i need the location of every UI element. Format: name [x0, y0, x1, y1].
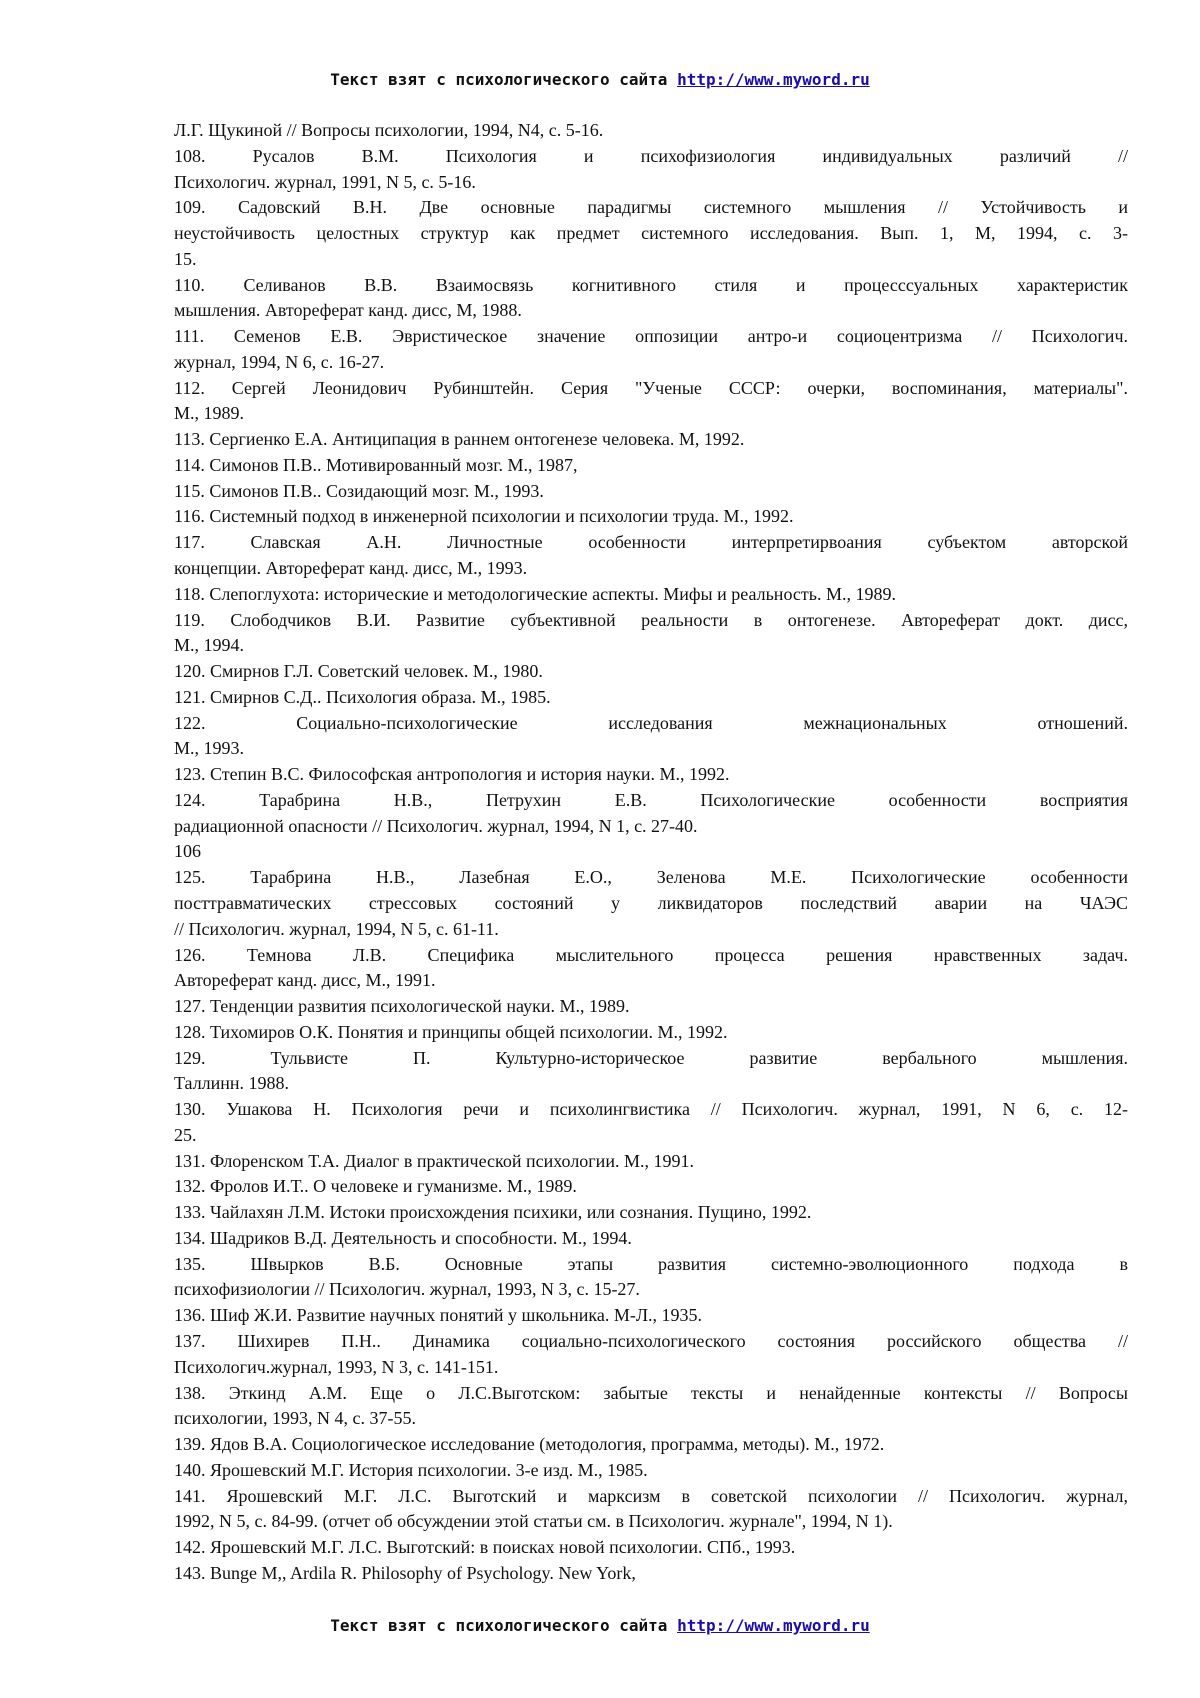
text-line: 134. Шадриков В.Д. Деятельность и способности. М., 1994.: [174, 1227, 632, 1248]
text-line: 124. Тарабрина Н.В., Петрухин Е.В. Психологические особенности восприятия: [174, 789, 1128, 810]
text-line: Л.Г. Щукиной // Вопросы психологии, 1994, N4, с. 5-16.: [174, 120, 604, 140]
text-line: М., 1989.: [174, 403, 245, 424]
text-line: 121. Смирнов С.Д.. Психология образа. М., 1985.: [174, 686, 551, 707]
page-footer: [0, 1616, 1200, 1636]
text-line: мышления. Автореферат канд. дисс, М, 1988.: [174, 300, 522, 321]
text-line: 119. Слободчиков В.И. Развитие субъективной реальности в онтогенезе. Автореферат докт. дисс,: [174, 609, 1128, 630]
text-line: 140. Ярошевский М.Г. История психологии. 3-е изд. М., 1985.: [174, 1459, 648, 1480]
text-line: Таллинн. 1988.: [174, 1073, 290, 1094]
text-line: 118. Слепоглухота: исторические и методологические аспекты. Мифы и реальность. М., 1989.: [174, 583, 896, 604]
footer-link[interactable]: http://www.myword.ru: [677, 1616, 870, 1635]
footer-text: Текст взят с психологического сайта: [330, 1616, 678, 1635]
text-line: концепции. Автореферат канд. дисс, М., 1993.: [174, 558, 528, 579]
bibliography-text: [174, 118, 1128, 1587]
text-line: 132. Фролов И.Т.. О человеке и гуманизме. М., 1989.: [174, 1176, 577, 1197]
text-line: 115. Симонов П.В.. Созидающий мозг. М., 1993.: [174, 480, 544, 501]
text-line: М., 1994.: [174, 635, 245, 656]
text-line: 114. Симонов П.В.. Мотивированный мозг. М., 1987,: [174, 454, 578, 475]
text-line: 137. Шихирев П.Н.. Динамика социально-психологического состояния российского общества //: [174, 1330, 1128, 1351]
text-line: 133. Чайлахян Л.М. Истоки происхождения психики, или сознания. Пущино, 1992.: [174, 1202, 812, 1223]
text-line: 141. Ярошевский М.Г. Л.С. Выготский и марксизм в советской психологии // Психологич. журнал,: [174, 1485, 1128, 1506]
text-line: 127. Тенденции развития психологической науки. М., 1989.: [174, 996, 630, 1017]
text-line: 139. Ядов В.А. Социологическое исследование (методология, программа, методы). М., 1972.: [174, 1434, 885, 1455]
text-line: 123. Степин В.С. Философская антропология и история науки. М., 1992.: [174, 764, 730, 785]
text-line: 109. Садовский В.Н. Две основные парадигмы системного мышления // Устойчивость и: [174, 197, 1128, 218]
text-line: 136. Шиф Ж.И. Развитие научных понятий у школьника. М-Л., 1935.: [174, 1305, 703, 1326]
text-line: 143. Bunge M,, Ardila R. Philosophy of Psychology. New York,: [174, 1562, 636, 1583]
text-line: 110. Селиванов В.В. Взаимосвязь когнитивного стиля и процесссуальных характеристик: [174, 274, 1128, 295]
text-line: 138. Эткинд А.М. Еще о Л.С.Выготском: забытые тексты и ненайденные контексты // Вопросы: [174, 1382, 1128, 1403]
text-line: 120. Смирнов Г.Л. Советский человек. М., 1980.: [174, 661, 543, 682]
text-line: Психологич.журнал, 1993, N 3, с. 141-151.: [174, 1356, 499, 1377]
text-line: журнал, 1994, N 6, с. 16-27.: [174, 351, 385, 372]
text-line: 129. Тульвисте П. Культурно-историческое развитие вербального мышления.: [174, 1047, 1128, 1068]
text-line: 15.: [174, 248, 197, 269]
text-line: 112. Сергей Леонидович Рубинштейн. Серия "Ученые СССР: очерки, воспоминания, материалы".: [174, 377, 1128, 398]
text-line: радиационной опасности // Психологич. журнал, 1994, N 1, с. 27-40.: [174, 815, 698, 836]
text-line: 111. Семенов Е.В. Эвристическое значение оппозиции антро-и социоцентризма // Психологич.: [174, 326, 1128, 347]
text-line: 142. Ярошевский М.Г. Л.С. Выготский: в поисках новой психологии. СПб., 1993.: [174, 1537, 796, 1558]
text-line: 25.: [174, 1124, 197, 1145]
text-line: // Психологич. журнал, 1994, N 5, с. 61-11.: [174, 918, 499, 939]
text-line: 130. Ушакова Н. Психология речи и психолингвистика // Психологич. журнал, 1991, N 6, с. 12-: [174, 1099, 1128, 1120]
text-line: 116. Системный подход в инженерной психологии и психологии труда. М., 1992.: [174, 506, 794, 527]
text-line: 108. Русалов В.М. Психология и психофизиология индивидуальных различий //: [174, 145, 1128, 166]
text-line: 126. Темнова Л.В. Специфика мыслительного процесса решения нравственных задач.: [174, 944, 1128, 965]
text-line: 122. Социально-психологические исследования межнациональных отношений.: [174, 712, 1128, 733]
text-line: 128. Тихомиров О.К. Понятия и принципы общей психологии. М., 1992.: [174, 1021, 728, 1042]
text-line: психологии, 1993, N 4, с. 37-55.: [174, 1408, 416, 1429]
text-line: неустойчивость целостных структур как предмет системного исследования. Вып. 1, М, 1994, с. 3-: [174, 223, 1128, 244]
text-line: М., 1993.: [174, 738, 245, 759]
text-line: Автореферат канд. дисс, М., 1991.: [174, 970, 436, 991]
text-line: Психологич. журнал, 1991, N 5, с. 5-16.: [174, 171, 476, 192]
text-line: психофизиологии // Психологич. журнал, 1993, N 3, с. 15-27.: [174, 1279, 640, 1300]
text-line: 117. Славская А.Н. Личностные особенности интерпретирвоания субъектом авторской: [174, 532, 1128, 553]
header-link[interactable]: http://www.myword.ru: [677, 70, 870, 89]
text-line: посттравматических стрессовых состояний у ликвидаторов последствий аварии на ЧАЭС: [174, 892, 1128, 913]
text-line: 113. Сергиенко Е.А. Антиципация в раннем онтогенезе человека. М, 1992.: [174, 429, 745, 450]
header-text: Текст взят с психологического сайта: [330, 70, 678, 89]
text-line: 131. Флоренском Т.А. Диалог в практической психологии. М., 1991.: [174, 1150, 694, 1171]
page-header: [0, 70, 1200, 90]
text-line: 125. Тарабрина Н.В., Лазебная Е.О., Зеленова М.Е. Психологические особенности: [174, 867, 1128, 888]
text-line: 106: [174, 841, 201, 862]
text-line: 1992, N 5, с. 84-99. (отчет об обсуждении этой статьи см. в Психологич. журнале", 1994, N 1).: [174, 1511, 893, 1532]
text-line: 135. Швырков В.Б. Основные этапы развития системно-эволюционного подхода в: [174, 1253, 1128, 1274]
